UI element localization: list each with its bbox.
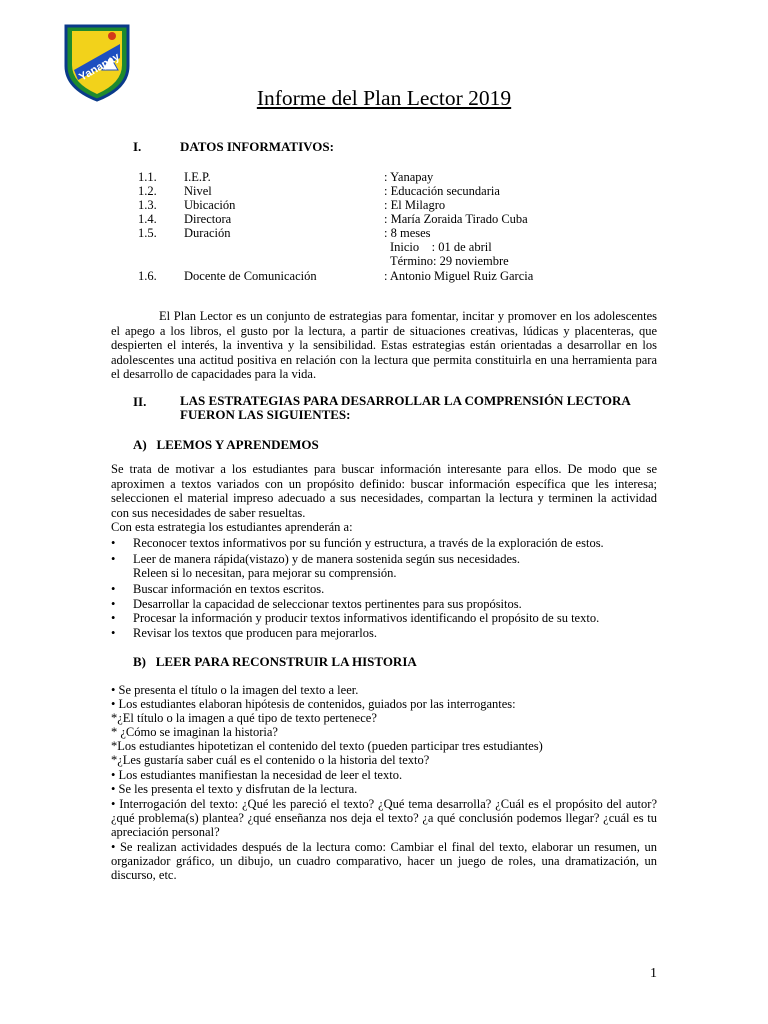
row-num: 1.4.: [138, 212, 157, 226]
section-a-heading: A) LEEMOS Y APRENDEMOS: [133, 437, 319, 452]
row-label: Duración: [184, 226, 231, 240]
logo-text: Yanapay: [77, 50, 122, 84]
section-1-number: I.: [133, 139, 142, 154]
list-item: • Procesar la información y producir textos informativos identificando el propósito de su texto.: [111, 611, 600, 625]
row-value: : El Milagro: [384, 198, 446, 212]
list-item: *¿Les gustaría saber cuál es el contenido o la historia del texto?: [111, 753, 430, 767]
section-2-heading-line1: LAS ESTRATEGIAS PARA DESARROLLAR LA COMPRENSIÓN LECTORA: [180, 393, 631, 408]
row-label: I.E.P.: [184, 170, 211, 184]
list-item: *¿El título o la imagen a qué tipo de texto pertenece?: [111, 711, 377, 725]
section-a-paragraph: Se trata de motivar a los estudiantes para buscar información interesante para ellos. De modo que se aproximen a textos variados con un propósito definido: buscar información específica que les interesa; seleccionen el material impreso adecuado a sus necesidades, compartan la lectura y terminen la actividad con sus necesidades de saber resueltas.: [111, 462, 657, 520]
section-b-heading: B) LEER PARA RECONSTRUIR LA HISTORIA: [133, 654, 417, 669]
row-num: 1.6.: [138, 269, 157, 283]
row-label: Ubicación: [184, 198, 236, 212]
list-item: • Los estudiantes manifiestan la necesidad de leer el texto.: [111, 768, 403, 782]
row-label: Nivel: [184, 184, 212, 198]
page-number: 1: [650, 966, 657, 981]
row-value: : María Zoraida Tirado Cuba: [384, 212, 528, 226]
list-item-text: Leer de manera rápida(vistazo) y de manera sostenida según sus necesidades.: [133, 552, 520, 566]
row-value: : Antonio Miguel Ruiz Garcia: [384, 269, 534, 283]
row-label: Docente de Comunicación: [184, 269, 317, 283]
list-item: • Los estudiantes elaboran hipótesis de contenidos, guiados por las interrogantes:: [111, 697, 516, 711]
row-value: : Educación secundaria: [384, 184, 500, 198]
actividades-paragraph: • Se realizan actividades después de la lectura como: Cambiar el final del texto, elaborar un resumen, un organizador gráfico, un dibujo, un cuadro comparativo, hacer un juego de roles, una dramatización, un discurso, etc.: [111, 840, 657, 882]
list-item-text: Desarrollar la capacidad de seleccionar textos pertinentes para sus propósitos.: [133, 597, 522, 611]
intro-paragraph: El Plan Lector es un conjunto de estrategias para fomentar, incitar y promover en los adolescentes el apego a los libros, el gusto por la lectura, a partir de situaciones creativas, lúdicas y placenteras, que despierten el interés, la inventiva y la sensibilidad. Estas estrategias están orientadas a desarrollar en los adolescentes una actitud positiva en relación con la lectura que permita constituirla en una herramienta para el desarrollo de capacidades para la vida.: [111, 309, 657, 382]
list-item: • Leer de manera rápida(vistazo) y de manera sostenida según sus necesidades.: [111, 552, 520, 566]
page-title: Informe del Plan Lector 2019: [256, 86, 512, 110]
list-item-text: Buscar información en textos escritos.: [133, 582, 325, 596]
inicio-date: Inicio : 01 de abril: [390, 240, 492, 254]
list-item: • Se presenta el título o la imagen del texto a leer.: [111, 683, 359, 697]
list-item: • Revisar los textos que producen para mejorarlos.: [111, 626, 378, 640]
list-item: *Los estudiantes hipotetizan el contenido del texto (pueden participar tres estudiantes): [111, 739, 543, 753]
list-item-text: Reconocer textos informativos por su función y estructura, a través de la exploración de estos.: [133, 536, 604, 550]
list-item-text: Procesar la información y producir textos informativos identificando el propósito de su texto.: [133, 611, 600, 625]
row-value: : Yanapay: [384, 170, 434, 184]
list-item-continuation: Releen si lo necesitan, para mejorar su comprensión.: [133, 566, 397, 580]
section-a-lead: Con esta estrategia los estudiantes aprenderán a:: [111, 520, 353, 534]
termino-date: Término: 29 noviembre: [390, 254, 509, 268]
row-num: 1.5.: [138, 226, 157, 240]
list-item: • Buscar información en textos escritos.: [111, 582, 325, 596]
section-2-heading: [180, 394, 631, 422]
row-label: Directora: [184, 212, 232, 226]
list-item: • Se les presenta el texto y disfrutan de la lectura.: [111, 782, 358, 796]
row-num: 1.1.: [138, 170, 157, 184]
list-item-text: Revisar los textos que producen para mejorarlos.: [133, 626, 378, 640]
list-item: • Reconocer textos informativos por su función y estructura, a través de la exploración de estos.: [111, 536, 604, 550]
section-2-heading-line2: FUERON LAS SIGUIENTES:: [180, 407, 351, 422]
list-item: * ¿Cómo se imaginan la historia?: [111, 725, 278, 739]
row-num: 1.2.: [138, 184, 157, 198]
section-1-heading: DATOS INFORMATIVOS:: [180, 139, 334, 154]
row-value: : 8 meses: [384, 226, 431, 240]
section-2-number: II.: [133, 394, 147, 409]
list-item: • Desarrollar la capacidad de seleccionar textos pertinentes para sus propósitos.: [111, 597, 522, 611]
interrogacion-paragraph: • Interrogación del texto: ¿Qué les pareció el texto? ¿Qué tema desarrolla? ¿Cuál es el propósito del autor? ¿qué problema(s) plantea? ¿qué enseñanza nos deja el texto? ¿a qué conclusión podemos llegar? ¿cuál es tu apreciación personal?: [111, 797, 657, 839]
row-num: 1.3.: [138, 198, 157, 212]
